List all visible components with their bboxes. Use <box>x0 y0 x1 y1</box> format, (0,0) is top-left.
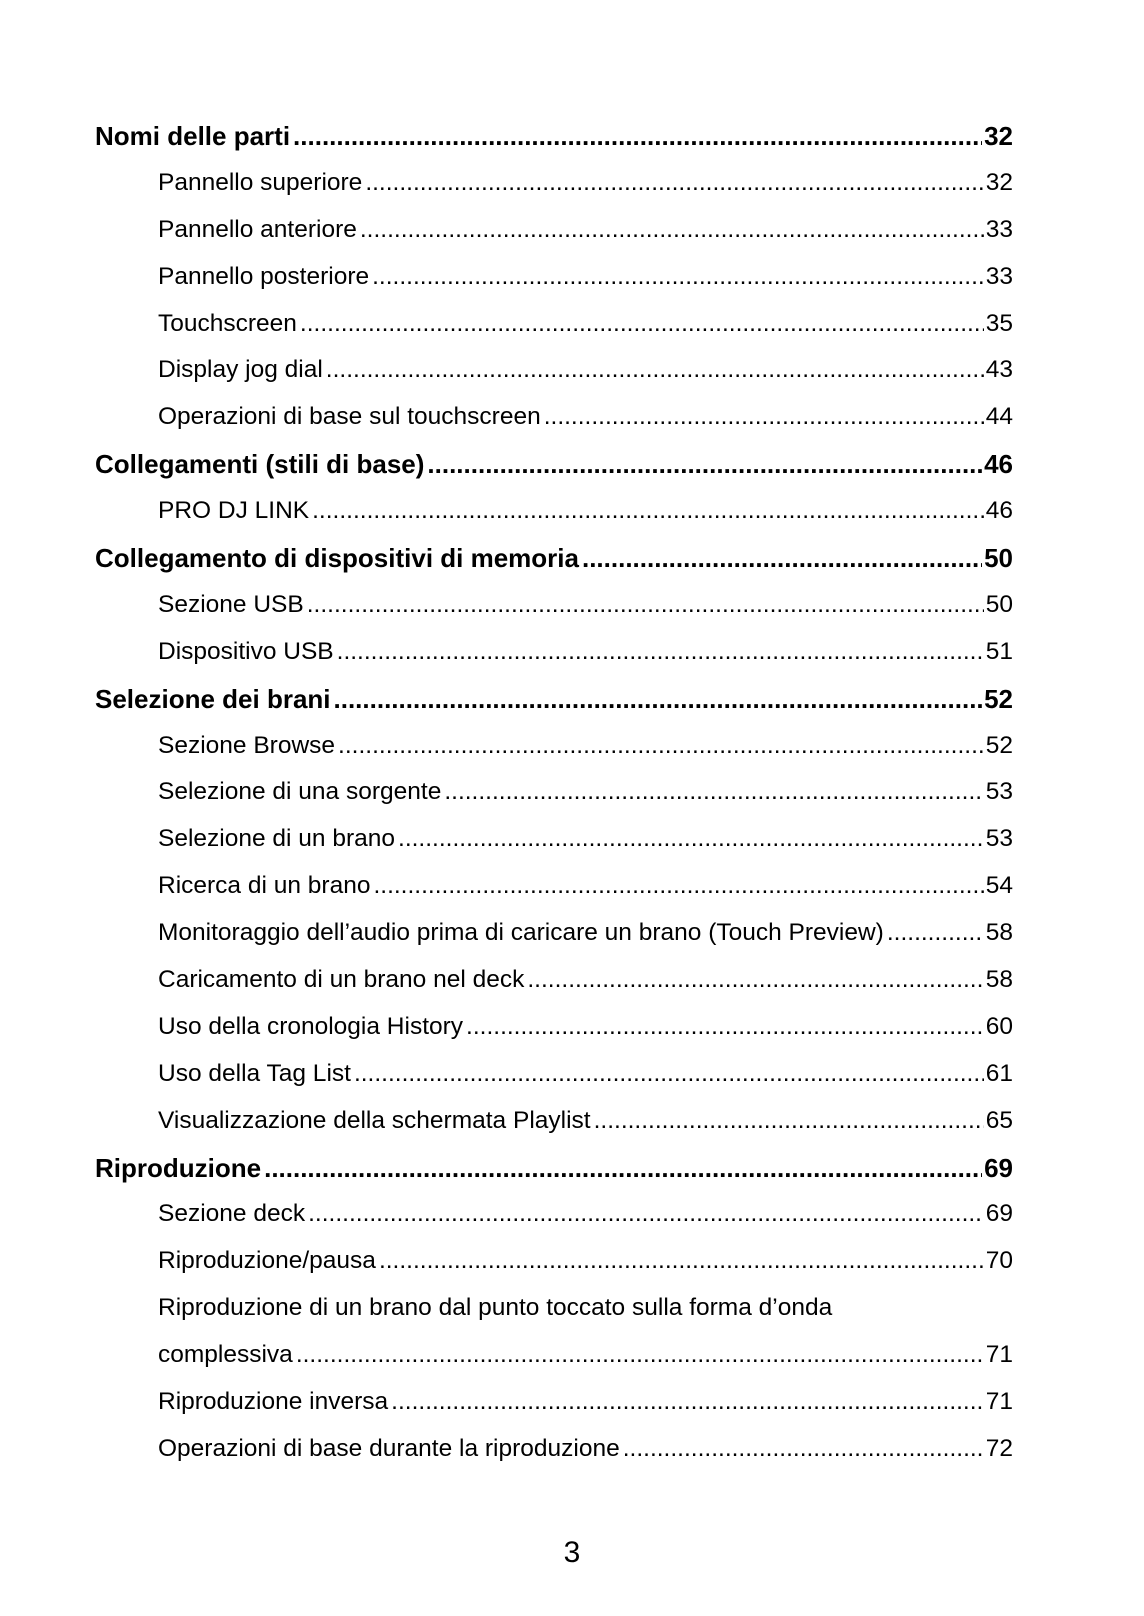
toc-entry-uso-della-tag-list[interactable] <box>95 1051 1013 1098</box>
toc-entry-sezione-usb[interactable] <box>95 582 1013 629</box>
toc-entry-pannello-superiore[interactable] <box>95 160 1013 207</box>
toc-section-page: 50 <box>984 543 1013 574</box>
toc-entry-page: 71 <box>985 1341 1013 1369</box>
toc-section-selezione-dei-brani[interactable] <box>95 676 1013 723</box>
toc-entry-pro-dj-link[interactable] <box>95 488 1013 535</box>
dot-leader <box>307 582 984 629</box>
dot-leader <box>373 863 983 910</box>
toc-section-title: Riproduzione <box>95 1152 262 1183</box>
toc-section-title: Collegamento di dispositivi di memoria <box>95 543 579 574</box>
dot-leader <box>594 1098 984 1145</box>
toc-section-title: Nomi delle parti <box>95 121 291 151</box>
dot-leader <box>300 301 984 348</box>
toc-entry-operazioni-di-base-sul-touchscreen[interactable] <box>95 394 1013 441</box>
toc-entry-title: Riproduzione inversa <box>158 1388 389 1416</box>
dot-leader <box>544 394 984 441</box>
dot-leader <box>887 910 984 957</box>
toc-entry-operazioni-di-base-durante-la-riproduzione[interactable] <box>95 1426 1013 1473</box>
toc-entry-title: Riproduzione/pausa <box>158 1247 376 1275</box>
toc-section-page: 46 <box>984 449 1013 480</box>
toc-entry-page: 71 <box>985 1388 1013 1416</box>
toc-entry-title: Uso della cronologia History <box>158 1012 464 1040</box>
toc-entry-riproduzione-pausa[interactable] <box>95 1238 1013 1285</box>
dot-leader <box>264 1145 982 1192</box>
dot-leader <box>391 1379 984 1426</box>
toc-entry-display-jog-dial[interactable] <box>95 347 1013 394</box>
toc-entry-title: Caricamento di un brano nel deck <box>158 966 525 994</box>
toc-entry-page: 61 <box>985 1059 1013 1087</box>
toc-entry-riproduzione-inversa[interactable] <box>95 1379 1013 1426</box>
toc-entry-title: Operazioni di base sul touchscreen <box>158 403 541 431</box>
toc-entry-ricerca-di-un-brano[interactable] <box>95 863 1013 910</box>
toc-entry-page: 33 <box>985 215 1013 243</box>
toc-section-page: 52 <box>984 683 1013 714</box>
toc-section-title: Selezione dei brani <box>95 683 331 714</box>
toc-section-title: Collegamenti (stili di base) <box>95 449 425 480</box>
toc-entry-dispositivo-usb[interactable] <box>95 629 1013 676</box>
toc-entry-title: Pannello anteriore <box>158 215 357 243</box>
dot-leader <box>334 676 983 723</box>
dot-leader <box>354 1051 984 1098</box>
dot-leader <box>326 347 984 394</box>
toc-entry-riproduzione-di-un-brano-dal-punto-toccato-sulla-forma-d-onda[interactable] <box>95 1285 1013 1332</box>
toc-entry-sezione-browse[interactable] <box>95 723 1013 770</box>
toc-entry-page: 54 <box>985 872 1013 900</box>
toc-entry-page: 43 <box>985 356 1013 384</box>
toc-section-collegamento-di-dispositivi-di-memoria[interactable] <box>95 535 1013 582</box>
toc-entry-title: Selezione di una sorgente <box>158 778 442 806</box>
toc-entry-title: PRO DJ LINK <box>158 497 310 525</box>
dot-leader <box>308 1191 984 1238</box>
toc-entry-title: Pannello posteriore <box>158 262 370 290</box>
dot-leader <box>372 254 984 301</box>
toc-entry-title: Sezione Browse <box>158 731 336 759</box>
dot-leader <box>293 113 982 160</box>
toc-entry-selezione-di-un-brano[interactable] <box>95 816 1013 863</box>
toc-entry-page: 51 <box>985 637 1013 665</box>
toc-entry-page: 44 <box>985 403 1013 431</box>
toc-entry-selezione-di-una-sorgente[interactable] <box>95 769 1013 816</box>
toc-entry-page: 70 <box>985 1247 1013 1275</box>
toc-entry-page: 60 <box>985 1012 1013 1040</box>
toc-section-page: 32 <box>984 121 1013 151</box>
toc-entry-page: 72 <box>985 1434 1013 1462</box>
dot-leader <box>365 160 983 207</box>
toc-entry-title: Riproduzione di un brano dal punto toccato sulla forma d’onda <box>158 1294 833 1322</box>
toc-entry-page: 53 <box>985 825 1013 853</box>
dot-leader <box>466 1004 984 1051</box>
toc-entry-page: 32 <box>985 168 1013 196</box>
toc-entry-page: 46 <box>985 497 1013 525</box>
dot-leader <box>398 816 984 863</box>
toc-entry-page: 50 <box>985 590 1013 618</box>
toc-entry-pannello-anteriore[interactable] <box>95 207 1013 254</box>
toc-entry-title: Ricerca di un brano <box>158 872 371 900</box>
dot-leader <box>527 957 983 1004</box>
toc-entry-title: Monitoraggio dell’audio prima di caricare un brano (Touch Preview) <box>158 919 884 947</box>
toc-entry-page: 58 <box>985 966 1013 994</box>
toc-section-collegamenti-stili-di-base[interactable] <box>95 441 1013 488</box>
dot-leader <box>360 207 984 254</box>
dot-leader <box>379 1238 984 1285</box>
dot-leader <box>582 535 982 582</box>
dot-leader <box>338 723 984 770</box>
toc-entry-title: Visualizzazione della schermata Playlist <box>158 1106 591 1134</box>
toc-entry-title: Sezione deck <box>158 1200 306 1228</box>
toc-entry-page: 35 <box>985 309 1013 337</box>
toc-entry-page: 33 <box>985 262 1013 290</box>
table-of-contents <box>95 113 1013 1473</box>
toc-entry-title: Touchscreen <box>158 309 297 337</box>
dot-leader <box>337 629 984 676</box>
toc-entry-sezione-deck[interactable] <box>95 1191 1013 1238</box>
dot-leader <box>623 1426 984 1473</box>
toc-section-page: 69 <box>984 1152 1013 1183</box>
toc-section-nomi-delle-parti[interactable] <box>95 113 1013 160</box>
toc-entry-title: Selezione di un brano <box>158 825 396 853</box>
toc-section-riproduzione[interactable] <box>95 1145 1013 1192</box>
toc-entry-touchscreen[interactable] <box>95 301 1013 348</box>
toc-entry-visualizzazione-della-schermata-playlist[interactable] <box>95 1098 1013 1145</box>
toc-entry-page: 53 <box>985 778 1013 806</box>
toc-entry-title: Pannello superiore <box>158 168 363 196</box>
toc-entry-title: Sezione USB <box>158 590 304 618</box>
page-number: 3 <box>563 1536 581 1569</box>
toc-entry-continuation[interactable] <box>95 1332 1013 1379</box>
toc-entry-title: Operazioni di base durante la riproduzione <box>158 1434 620 1462</box>
toc-entry-title: Dispositivo USB <box>158 637 334 665</box>
toc-entry-page: 69 <box>985 1200 1013 1228</box>
toc-entry-page: 58 <box>985 919 1013 947</box>
toc-entry-title-continuation: complessiva <box>158 1341 293 1369</box>
toc-entry-uso-della-cronologia-history[interactable] <box>95 1004 1013 1051</box>
dot-leader <box>312 488 984 535</box>
toc-entry-pannello-posteriore[interactable] <box>95 254 1013 301</box>
toc-entry-title: Uso della Tag List <box>158 1059 351 1087</box>
toc-entry-page: 65 <box>985 1106 1013 1134</box>
dot-leader <box>444 769 983 816</box>
toc-entry-title: Display jog dial <box>158 356 323 384</box>
toc-entry-page: 52 <box>985 731 1013 759</box>
toc-entry-monitoraggio-dell-audio-prima-di-caricare-un-brano-touch-preview[interactable] <box>95 910 1013 957</box>
dot-leader <box>296 1332 984 1379</box>
dot-leader <box>427 441 982 488</box>
toc-entry-caricamento-di-un-brano-nel-deck[interactable] <box>95 957 1013 1004</box>
